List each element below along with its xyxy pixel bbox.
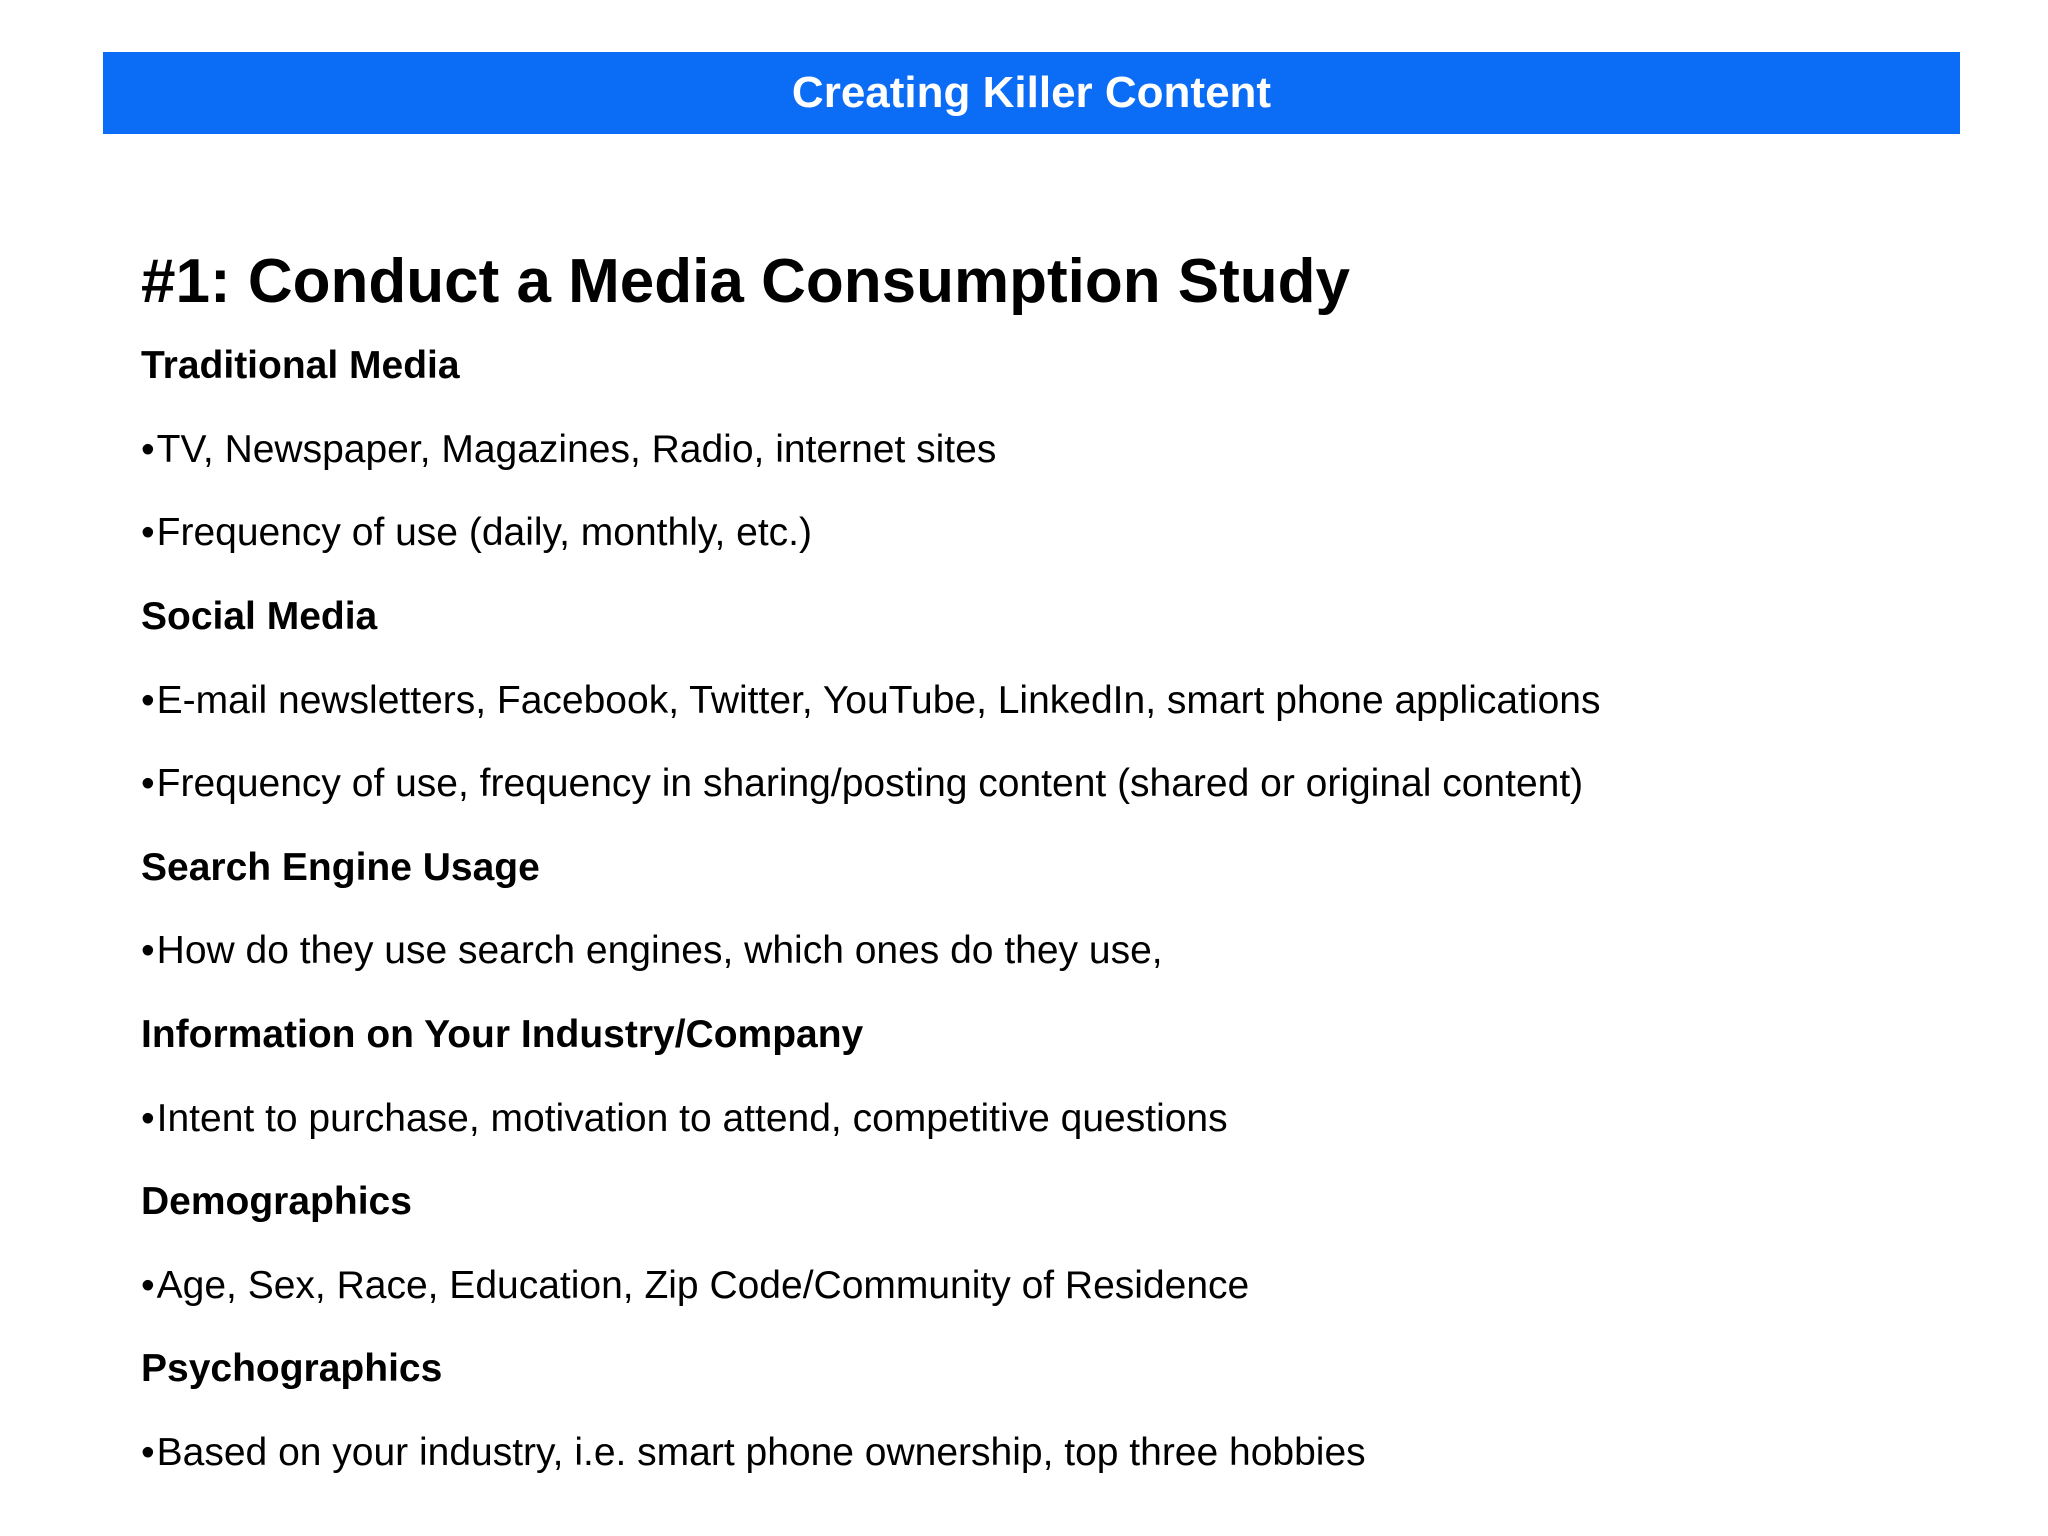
bullet-item	[141, 1076, 1961, 1160]
bullet-text: TV, Newspaper, Magazines, Radio, internet sites	[156, 427, 997, 471]
bullet-item	[141, 742, 1961, 826]
bullet-text: Frequency of use (daily, monthly, etc.)	[156, 511, 812, 555]
bullet-icon: •	[141, 678, 155, 722]
bullet-text: Intent to purchase, motivation to attend, competitive questions	[156, 1096, 1228, 1140]
bullet-text: How do they use search engines, which ones do they use,	[156, 929, 1163, 973]
slide-content	[141, 240, 1961, 1494]
bullet-text: Age, Sex, Race, Education, Zip Code/Community of Residence	[156, 1263, 1250, 1307]
bullet-icon: •	[141, 1431, 155, 1475]
bullet-icon: •	[141, 427, 155, 471]
bullet-icon: •	[141, 1096, 155, 1140]
section-heading-psychographics: Psychographics	[141, 1347, 443, 1391]
page-title: #1: Conduct a Media Consumption Study	[141, 247, 1351, 316]
bullet-item	[141, 658, 1961, 742]
section-heading-social-media: Social Media	[141, 595, 378, 639]
bullet-icon: •	[141, 511, 155, 555]
bullet-text: Based on your industry, i.e. smart phone ownership, top three hobbies	[156, 1431, 1366, 1475]
section-heading-traditional-media: Traditional Media	[141, 344, 460, 388]
bullet-item	[141, 408, 1961, 492]
bullet-item	[141, 491, 1961, 575]
bullet-item	[141, 909, 1961, 993]
section-heading-industry-company: Information on Your Industry/Company	[141, 1013, 864, 1057]
section-heading-search-engine-usage: Search Engine Usage	[141, 845, 540, 889]
bullet-icon: •	[141, 762, 155, 806]
header-banner	[103, 52, 1960, 134]
bullet-text: E-mail newsletters, Facebook, Twitter, YouTube, LinkedIn, smart phone applications	[156, 678, 1601, 722]
bullet-text: Frequency of use, frequency in sharing/posting content (shared or original content)	[156, 762, 1584, 806]
bullet-item	[141, 1411, 1961, 1495]
bullet-icon: •	[141, 1263, 155, 1307]
banner-title: Creating Killer Content	[791, 68, 1272, 117]
bullet-icon: •	[141, 929, 155, 973]
bullet-item	[141, 1244, 1961, 1328]
section-heading-demographics: Demographics	[141, 1180, 412, 1224]
section-list	[141, 324, 1961, 1494]
